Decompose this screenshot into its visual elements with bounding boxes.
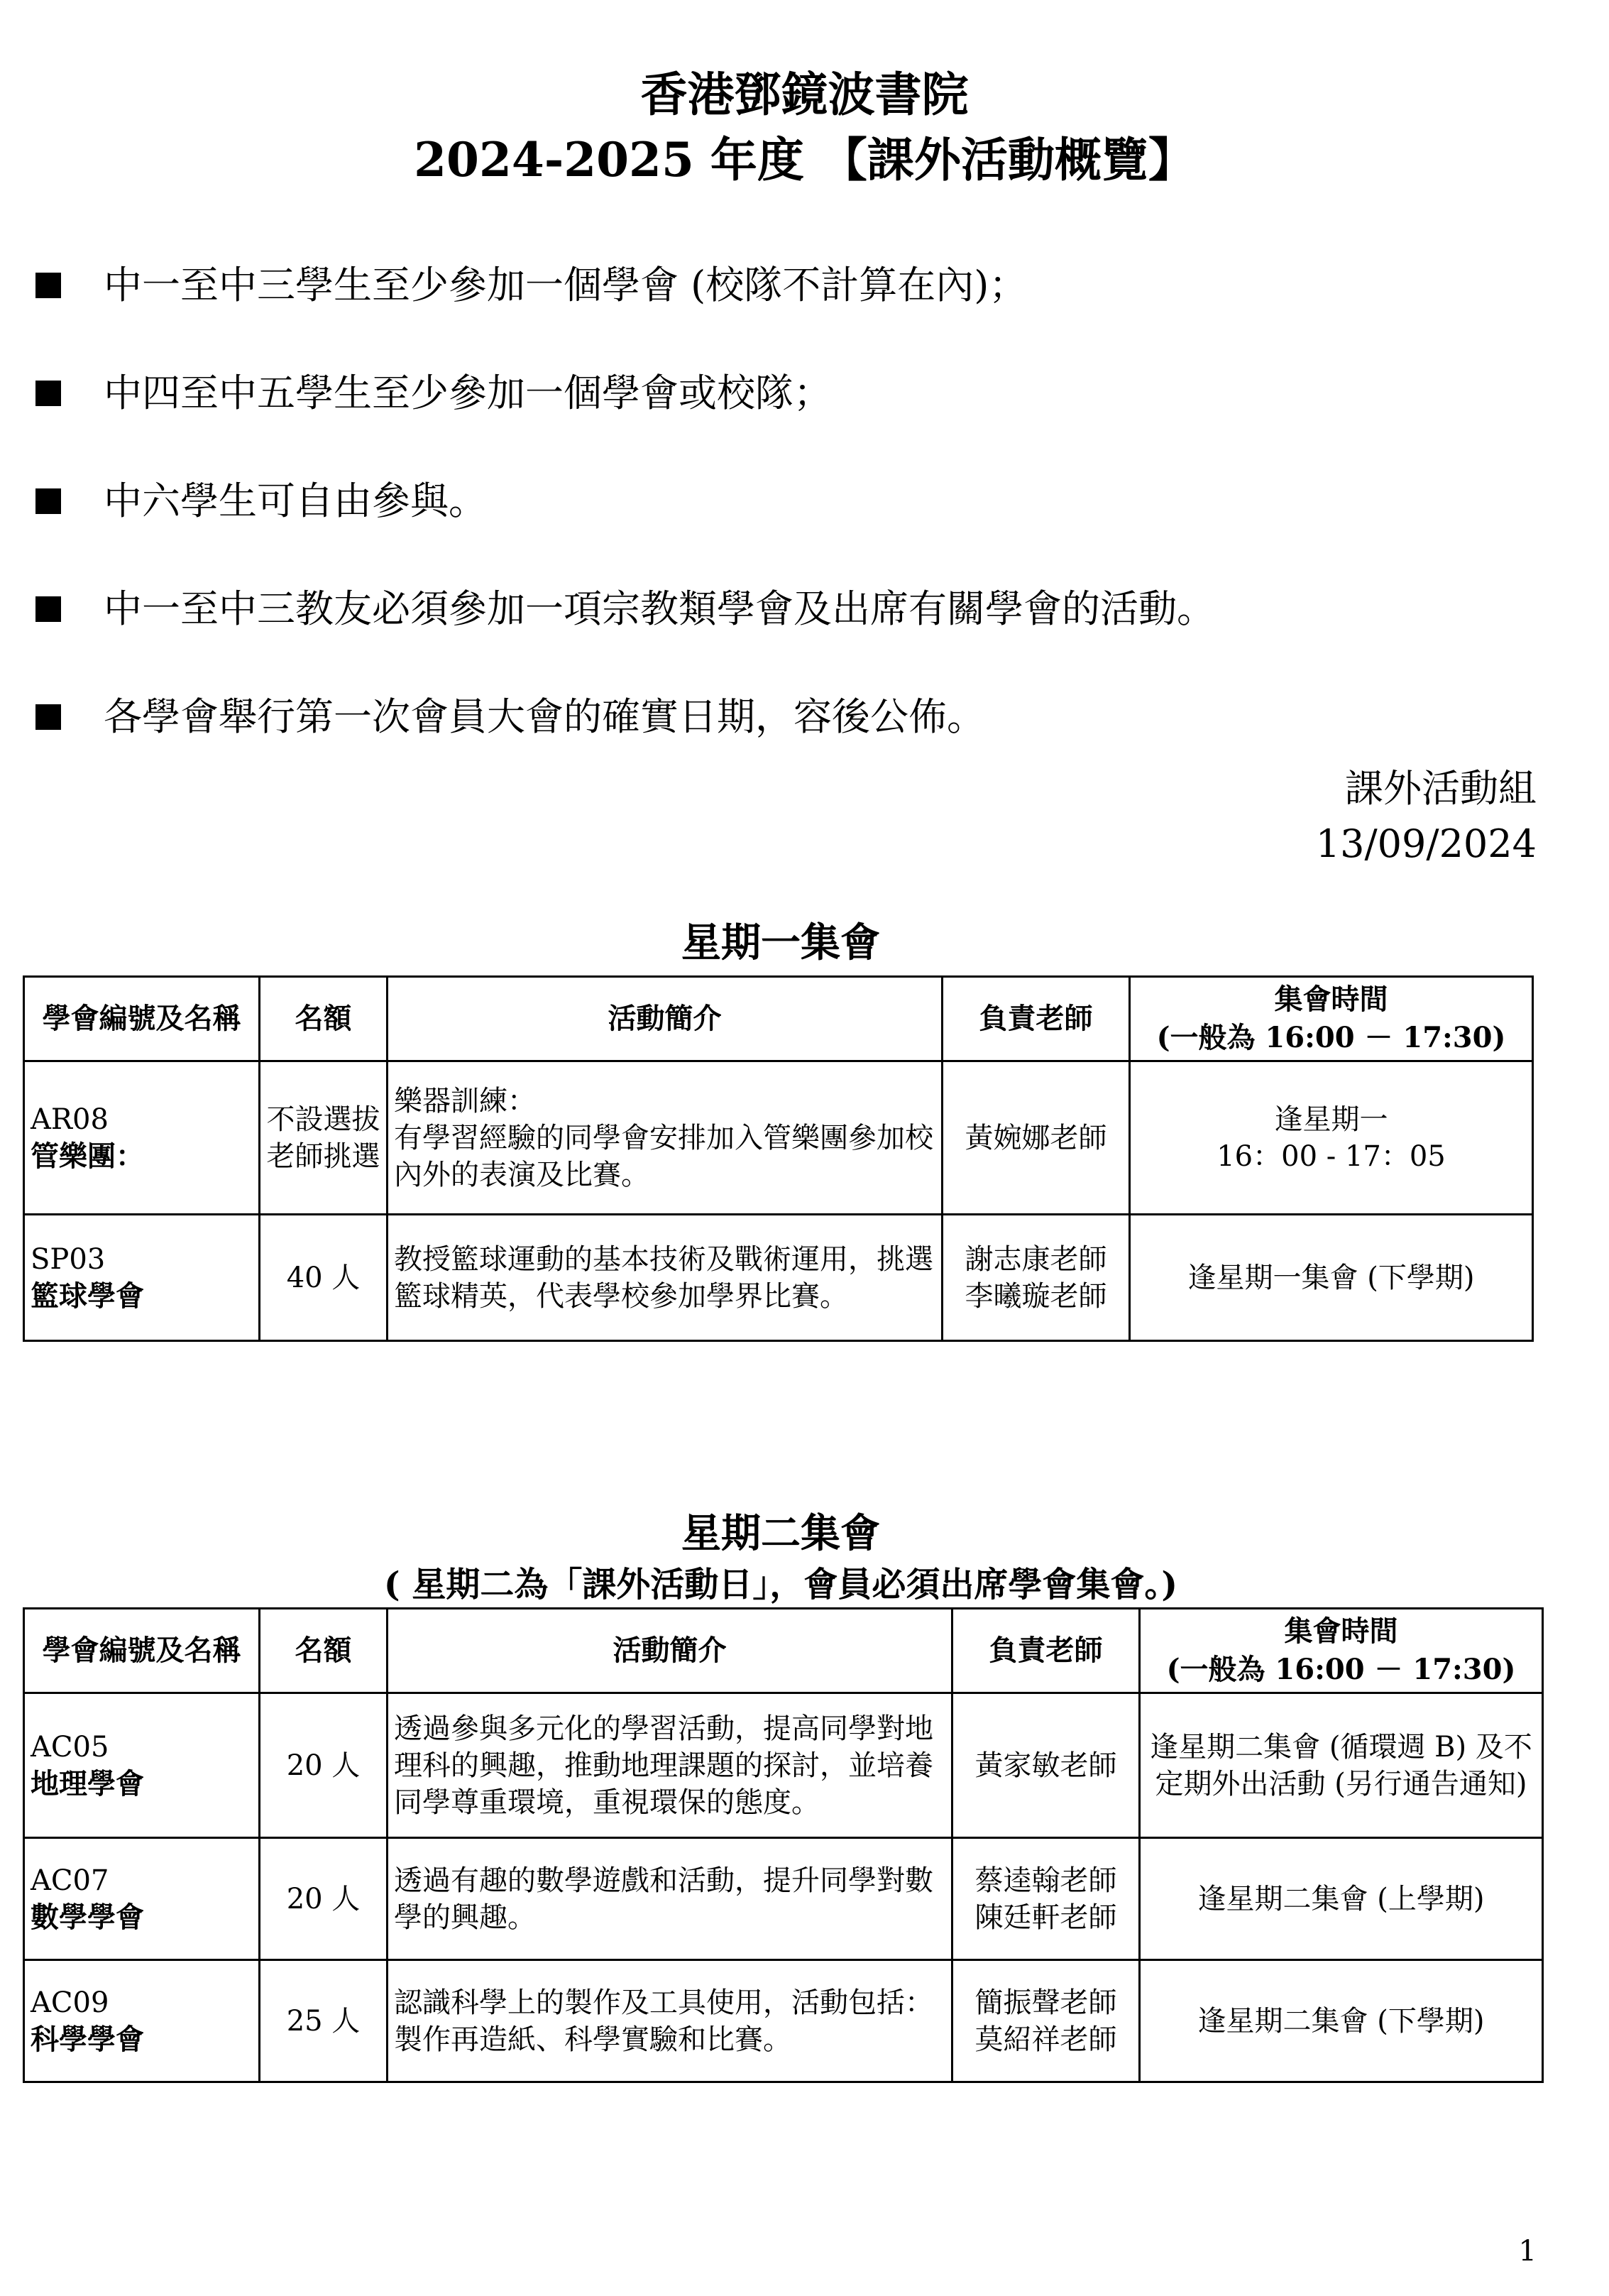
col-header-desc: 活動簡介 bbox=[388, 977, 943, 1061]
club-code: AC07 bbox=[31, 1864, 109, 1897]
quota-cell: 不設選拔 老師挑選 bbox=[260, 1061, 388, 1215]
club-cell bbox=[24, 1061, 260, 1215]
rule-text: 中六學生可自由參與。 bbox=[104, 479, 487, 523]
rule-item bbox=[30, 581, 1556, 689]
col-header-teacher: 負責老師 bbox=[943, 977, 1130, 1061]
quota-cell: 20 人 bbox=[260, 1838, 388, 1960]
monday-section-title: 星期一集會 bbox=[681, 919, 880, 966]
club-name: 地理學會 bbox=[31, 1766, 144, 1800]
rule-text: 中四至中五學生至少參加一個學會或校隊； bbox=[104, 371, 832, 415]
club-name: 數學學會 bbox=[31, 1900, 144, 1934]
club-code: AC09 bbox=[31, 1986, 109, 2019]
teacher-cell: 蔡逵翰老師 陳廷軒老師 bbox=[952, 1838, 1140, 1960]
club-cell bbox=[24, 1215, 260, 1341]
description-cell: 教授籃球運動的基本技術及戰術運用，挑選籃球精英，代表學校參加學界比賽。 bbox=[388, 1215, 943, 1341]
club-code: AR08 bbox=[31, 1103, 109, 1136]
club-code: AC05 bbox=[31, 1730, 109, 1764]
table-row bbox=[24, 1215, 1533, 1341]
club-cell bbox=[24, 1838, 260, 1960]
meeting-time-cell: 逢星期二集會 (下學期) bbox=[1140, 1960, 1543, 2082]
col-header-time: 集會時間 (一般為 16:00 － 17:30) bbox=[1130, 977, 1533, 1061]
table-row bbox=[24, 1960, 1543, 2082]
description-cell: 透過有趣的數學遊戲和活動，提升同學對數學的興趣。 bbox=[388, 1838, 952, 1960]
rule-item bbox=[30, 365, 1556, 473]
rule-item bbox=[30, 257, 1556, 365]
col-header-teacher: 負責老師 bbox=[952, 1609, 1140, 1693]
club-name: 籃球學會 bbox=[31, 1279, 144, 1313]
teacher-cell: 簡振聲老師 莫紹祥老師 bbox=[952, 1960, 1140, 2082]
col-header-quota: 名額 bbox=[260, 977, 388, 1061]
table-row bbox=[24, 1838, 1543, 1960]
description-cell: 樂器訓練： 有學習經驗的同學會安排加入管樂團參加校內外的表演及比賽。 bbox=[388, 1061, 943, 1215]
rules-list bbox=[30, 257, 1556, 797]
table-row bbox=[24, 1693, 1543, 1838]
club-code: SP03 bbox=[31, 1242, 106, 1276]
col-header-quota: 名額 bbox=[260, 1609, 388, 1693]
issue-date: 13/09/2024 bbox=[1315, 821, 1537, 866]
description-cell: 認識科學上的製作及工具使用，活動包括：製作再造紙、科學實驗和比賽。 bbox=[388, 1960, 952, 2082]
square-bullet-icon bbox=[35, 381, 61, 406]
quota-cell: 25 人 bbox=[260, 1960, 388, 2082]
school-name: 香港鄧鏡波書院 bbox=[640, 67, 969, 122]
col-header-time: 集會時間 (一般為 16:00 － 17:30) bbox=[1140, 1609, 1543, 1693]
col-header-desc: 活動簡介 bbox=[388, 1609, 952, 1693]
meeting-time-cell: 逢星期二集會 (循環週 B) 及不定期外出活動 (另行通告通知) bbox=[1140, 1693, 1543, 1838]
signature-block bbox=[1316, 761, 1537, 872]
rule-text: 各學會舉行第一次會員大會的確實日期，容後公佈。 bbox=[104, 694, 985, 739]
table-header-row bbox=[24, 1609, 1543, 1693]
table-row bbox=[24, 1061, 1533, 1215]
square-bullet-icon bbox=[35, 488, 61, 514]
document-title: 2024-2025 年度 【課外活動概覽】 bbox=[414, 132, 1195, 187]
quota-cell: 40 人 bbox=[260, 1215, 388, 1341]
tuesday-section-note: ( 星期二為「課外活動日」，會員必須出席學會集會。) bbox=[383, 1565, 1178, 1605]
tuesday-section-title: 星期二集會 bbox=[681, 1510, 880, 1557]
club-cell bbox=[24, 1960, 260, 2082]
description-cell: 透過參與多元化的學習活動，提高同學對地理科的興趣，推動地理課題的探討，並培養同學尊重環境，重視環保的態度。 bbox=[388, 1693, 952, 1838]
col-header-name: 學會編號及名稱 bbox=[24, 1609, 260, 1693]
club-name: 科學學會 bbox=[31, 2022, 144, 2056]
tuesday-table bbox=[23, 1607, 1544, 2083]
teacher-cell: 黃婉娜老師 bbox=[943, 1061, 1130, 1215]
square-bullet-icon bbox=[35, 596, 61, 622]
meeting-time-cell: 逢星期一集會 (下學期) bbox=[1130, 1215, 1533, 1341]
rule-item bbox=[30, 473, 1556, 581]
meeting-time-cell: 逢星期二集會 (上學期) bbox=[1140, 1838, 1543, 1960]
teacher-cell: 黃家敏老師 bbox=[952, 1693, 1140, 1838]
department-name: 課外活動組 bbox=[1345, 766, 1537, 811]
quota-cell: 20 人 bbox=[260, 1693, 388, 1838]
table-header-row bbox=[24, 977, 1533, 1061]
square-bullet-icon bbox=[35, 704, 61, 730]
monday-table bbox=[23, 975, 1534, 1342]
club-cell bbox=[24, 1693, 260, 1838]
teacher-cell: 謝志康老師 李曦璇老師 bbox=[943, 1215, 1130, 1341]
club-name: 管樂團： bbox=[31, 1139, 144, 1173]
col-header-name: 學會編號及名稱 bbox=[24, 977, 260, 1061]
meeting-time-cell: 逢星期一 16：00 - 17：05 bbox=[1130, 1061, 1533, 1215]
rule-text: 中一至中三教友必須參加一項宗教類學會及出席有關學會的活動。 bbox=[104, 586, 1215, 631]
square-bullet-icon bbox=[35, 273, 61, 298]
page-number: 1 bbox=[1518, 2235, 1537, 2268]
rule-text: 中一至中三學生至少參加一個學會 (校隊不計算在內)； bbox=[104, 263, 1028, 307]
